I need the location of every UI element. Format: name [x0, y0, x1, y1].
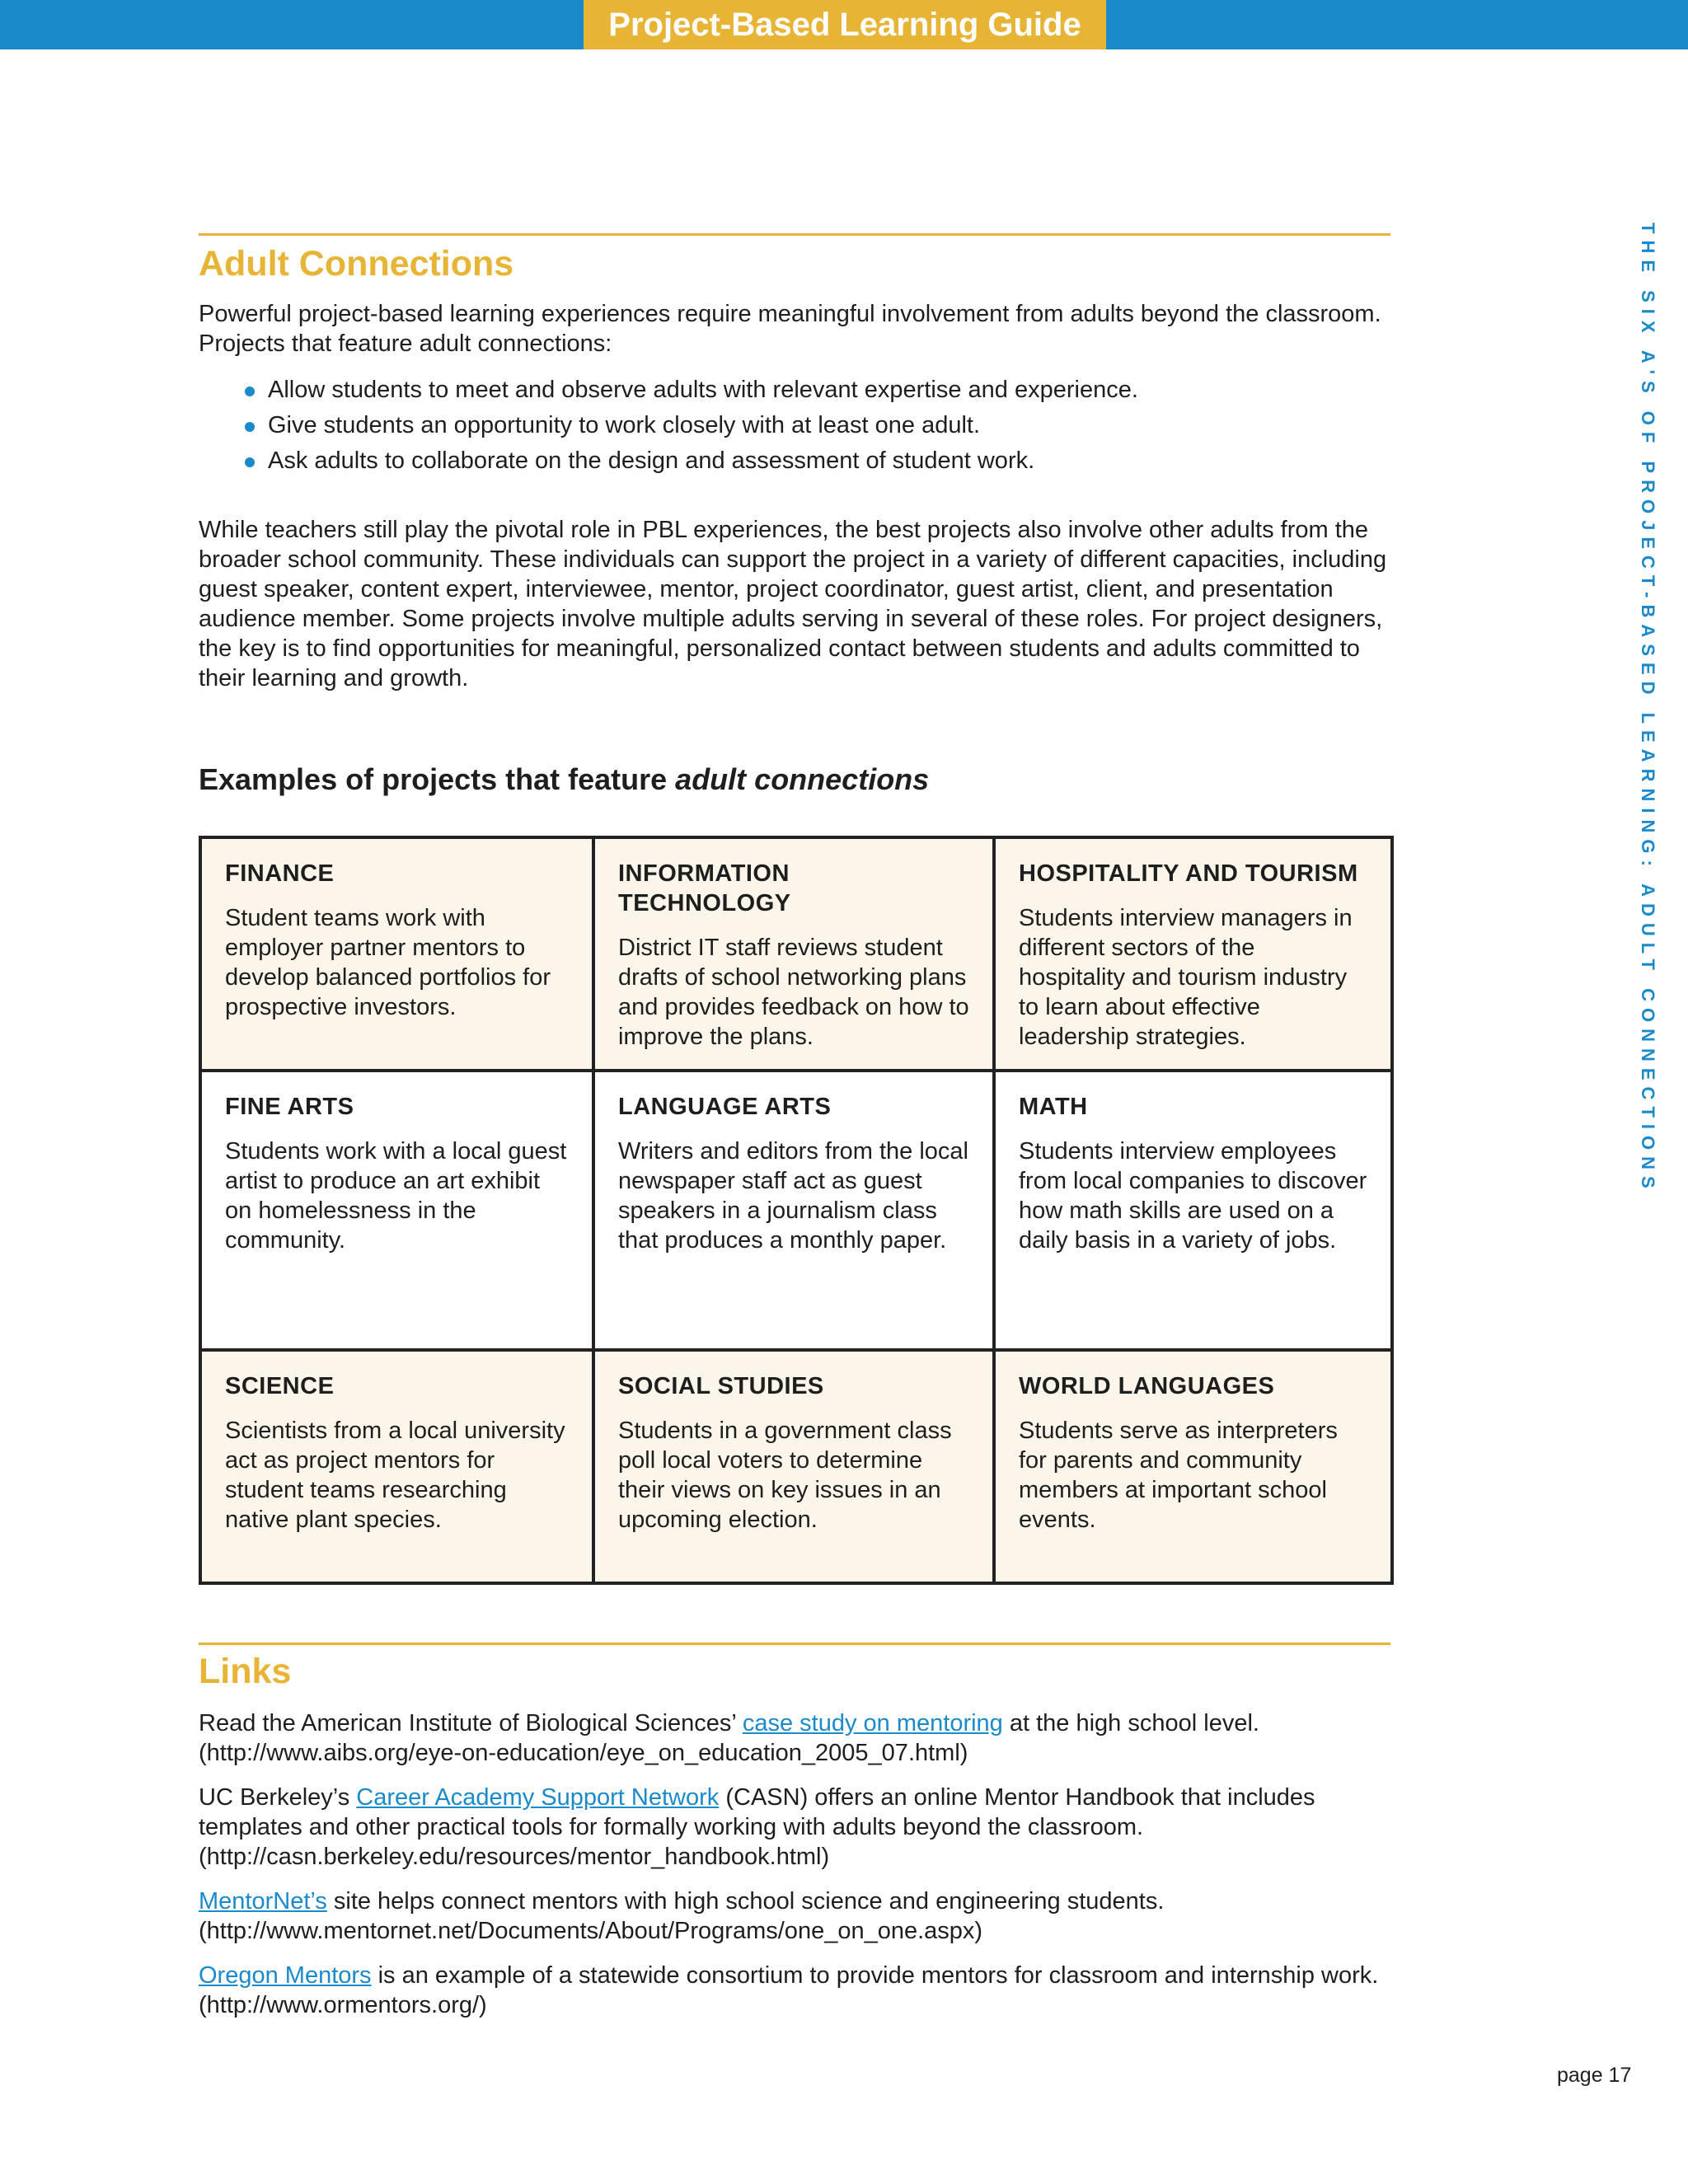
example-cell: [593, 1350, 994, 1583]
cell-title: HOSPITALITY AND TOURISM: [1019, 860, 1358, 887]
cell-text: Students interview managers in different sectors of the hospitality and tourism industry to learn about effective leadership strategies.: [1019, 905, 1353, 1050]
cell-text: Students in a government class poll local voters to determine their views on key issues in an upcoming election.: [618, 1418, 952, 1533]
cell-title: FINANCE: [225, 860, 335, 887]
cell-title: WORLD LANGUAGES: [1019, 1373, 1275, 1399]
cell-title: MATH: [1019, 1094, 1088, 1120]
link-text-before: Read the American Institute of Biological Sciences’: [199, 1710, 743, 1736]
bullet-item: Give students an opportunity to work closely with at least one adult.: [245, 410, 1390, 440]
examples-heading-text: Examples of projects that feature: [199, 762, 676, 796]
intro-paragraph: Powerful project-based learning experiences require meaningful involvement from adults beyond the classroom. Projects that feature adult connections:: [199, 301, 1381, 357]
examples-heading-emphasis: adult connections: [675, 762, 930, 796]
cell-text: Students work with a local guest artist to produce an art exhibit on homelessness in the community.: [225, 1138, 567, 1254]
cell-text: District IT staff reviews student drafts of school networking plans and provides feedback on how to improve the plans.: [618, 935, 969, 1050]
cell-title: INFORMATION TECHNOLOGY: [618, 860, 791, 916]
section-title: Adult Connections: [199, 244, 514, 284]
cell-title: LANGUAGE ARTS: [618, 1094, 832, 1120]
link-paragraph: [199, 1961, 1390, 2020]
link-text-after: at the high school level. (http://www.aibs.org/eye-on-education/eye_on_education_2005_07.html): [199, 1710, 1259, 1766]
links-rule: [199, 1643, 1390, 1645]
link-text-before: UC Berkeley’s: [199, 1784, 357, 1811]
cell-text: Students serve as interpreters for parents and community members at important school events.: [1019, 1418, 1338, 1533]
examples-table: [199, 836, 1394, 1585]
link-text-after: (CASN) offers an online Mentor Handbook that includes templates and other practical tools for formally working with adults beyond the classroom. (http://casn.berkeley.edu/resources/mentor_handbook.html): [199, 1784, 1315, 1870]
link-text-after: is an example of a statewide consortium to provide mentors for classroom and internship work. (http://www.ormentors.org/): [199, 1962, 1379, 2018]
example-cell: [200, 1071, 593, 1350]
link-paragraph: [199, 1708, 1390, 1768]
bullet-item: Allow students to meet and observe adults with relevant expertise and experience.: [245, 375, 1390, 405]
cell-text: Scientists from a local university act as project mentors for student teams researching native plant species.: [225, 1418, 565, 1533]
cell-text: Writers and editors from the local newspaper staff act as guest speakers in a journalism class that produces a monthly paper.: [618, 1138, 968, 1254]
link-text-after: site helps connect mentors with high school science and engineering students. (http://www.mentornet.net/Documents/About/Programs/one_on_one.aspx): [199, 1888, 1165, 1944]
table-row: [200, 837, 1392, 1071]
links-title: Links: [199, 1652, 292, 1691]
body-paragraph: While teachers still play the pivotal role in PBL experiences, the best projects also involve other adults from the broader school community. These individuals can support the project in a variety of different capacities, including guest speaker, content expert, interviewee, mentor, project coordinator, guest artist, client, and presentation audience member. Some projects involve multiple adults serving in several of these roles. For project designers, the key is to find opportunities for meaningful, personalized contact between students and adults committed to their learning and growth.: [199, 517, 1387, 691]
cell-title: SCIENCE: [225, 1373, 335, 1399]
example-cell: [200, 837, 593, 1071]
cell-title: SOCIAL STUDIES: [618, 1373, 824, 1399]
example-cell: [593, 1071, 994, 1350]
link-paragraph: [199, 1886, 1390, 1946]
example-cell: [593, 837, 994, 1071]
example-cell: [994, 1350, 1392, 1583]
link-career-academy-support-network[interactable]: Career Academy Support Network: [356, 1784, 720, 1811]
examples-heading: [199, 762, 1390, 797]
section-rule: [199, 233, 1390, 236]
link-paragraph: [199, 1783, 1390, 1872]
side-section-tab: THE SIX A'S OF PROJECT-BASED LEARNING: ADULT CONNECTIONS: [1638, 223, 1658, 1195]
bullet-item: Ask adults to collaborate on the design and assessment of student work.: [245, 446, 1390, 476]
guide-banner: Project-Based Learning Guide: [584, 0, 1106, 49]
cell-text: Student teams work with employer partner mentors to develop balanced portfolios for prospective investors.: [225, 905, 551, 1020]
cell-title: FINE ARTS: [225, 1094, 354, 1120]
table-row: [200, 1071, 1392, 1350]
example-cell: [994, 1071, 1392, 1350]
link-oregon-mentors[interactable]: Oregon Mentors: [199, 1962, 372, 1989]
bullet-list: [199, 375, 1390, 476]
table-row: [200, 1350, 1392, 1583]
page-number: page 17: [1557, 2064, 1632, 2087]
cell-text: Students interview employees from local companies to discover how math skills are used on a daily basis in a variety of jobs.: [1019, 1138, 1367, 1254]
page-content: [199, 233, 1390, 2035]
link-case-study-on-mentoring[interactable]: case study on mentoring: [742, 1710, 1003, 1736]
example-cell: [994, 837, 1392, 1071]
link-mentornet[interactable]: MentorNet’s: [199, 1888, 327, 1915]
example-cell: [200, 1350, 593, 1583]
